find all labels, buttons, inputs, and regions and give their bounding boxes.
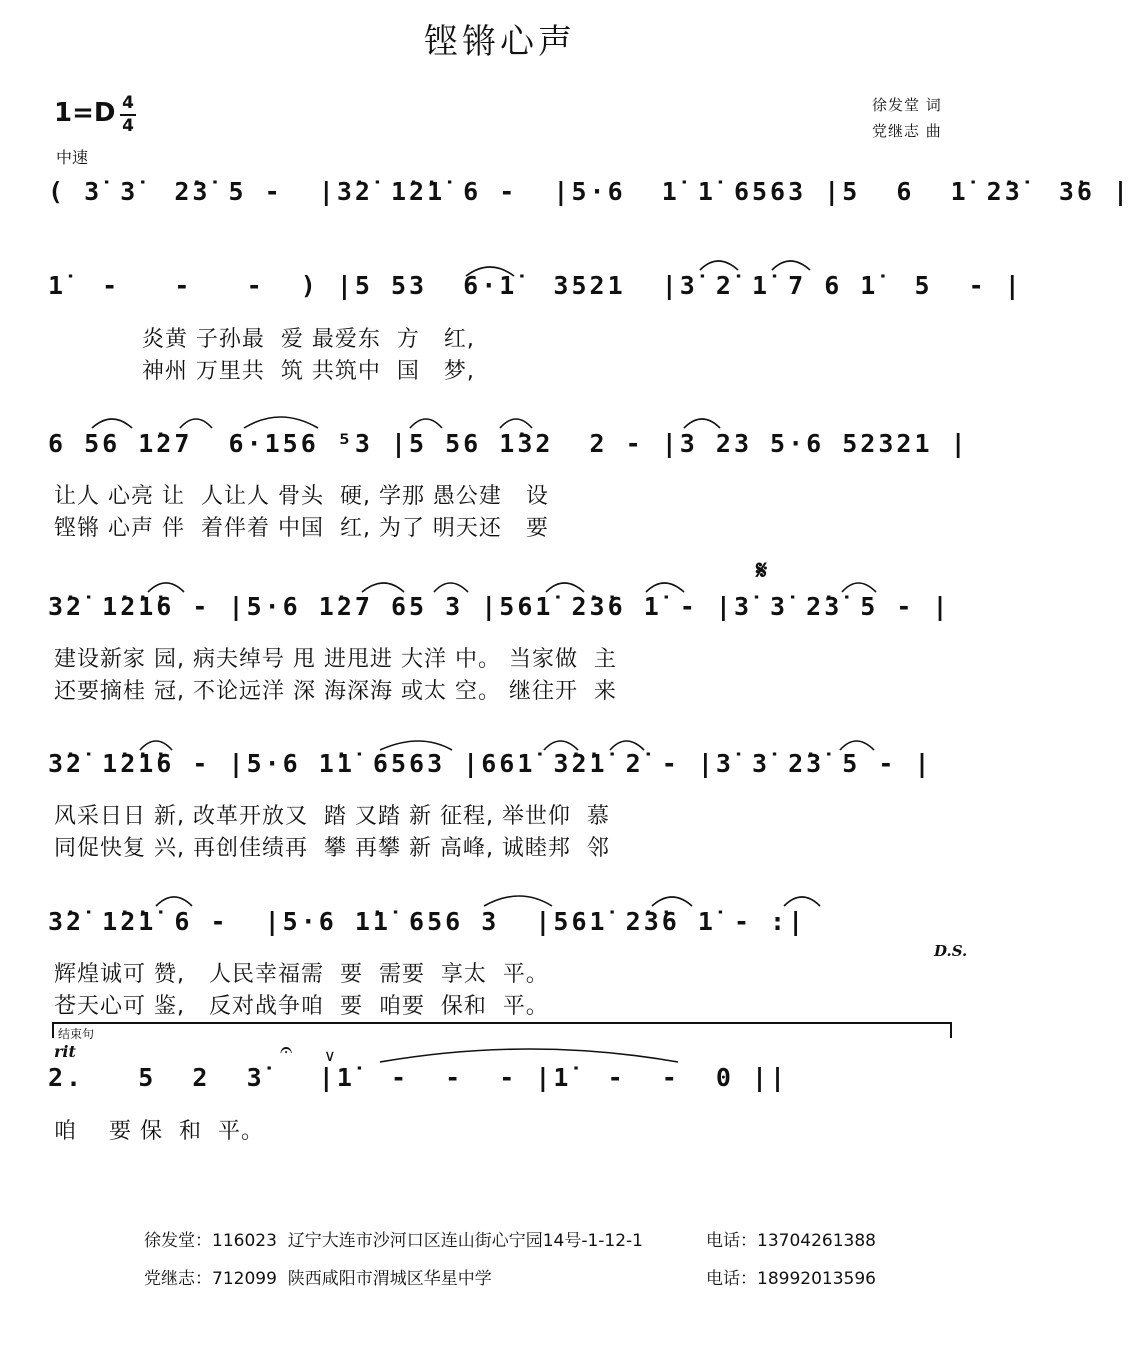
breath-mark-icon: ∨ (324, 1046, 336, 1065)
lyricist-credit: 徐发堂 词 (872, 96, 942, 114)
key-signature: 1=D (54, 98, 116, 128)
fermata-icon: 𝄐 (280, 1038, 293, 1063)
notation-line-4: 3̇2̇ 1̇2̇1̇6 - |5·6 1̇27 65 3 |561̇ 2̇3̇6 1̇ - |3̇ 3̇ 2̇3̇ 5 - | (48, 592, 951, 621)
notation-line-3: 6 56 1̇27 6·156 ⁵3 |5 56 1̇32 2 - |3 23 5·6 52321 | (48, 429, 969, 458)
notation-line-5: 3̇2̇ 1̇2̇1̇6 - |5·6 1̇1̇ 6563 |661̇ 3̇2̇1̇ 2̇ - |3̇ 3̇ 2̇3̇ 5 - | (48, 749, 933, 778)
notation-ending: 2. 5 2 3̇ |1̇ - - - |1̇ - - 0 || (48, 1063, 789, 1092)
lyric-line-6-verse-2: 苍天心可 鉴, 反对战争咱 要 咱要 保和 平。 (54, 994, 549, 1019)
song-title: 铿锵心声 (424, 22, 576, 62)
segno-sign: 𝄋 (756, 556, 768, 586)
lyric-line-3-verse-2: 铿锵 心声 伴 着伴着 中国 红, 为了 明天还 要 (54, 516, 549, 541)
ritardando-mark: rit (54, 1042, 76, 1061)
composer-credit: 党继志 曲 (872, 122, 942, 140)
lyric-line-4-verse-2: 还要摘桂 冠, 不论远洋 深 海深海 或太 空。 继往开 来 (54, 679, 617, 704)
contact-lyricist-phone: 电话：13704261388 (706, 1231, 876, 1251)
time-signature (118, 94, 138, 136)
notation-line-2: 1̇ - - - ) |5 53 6·1̇ 3521 |3̇ 2̇ 1̇ 7 6 1̇ 5 - | (48, 271, 1023, 300)
lyric-line-2-verse-1: 炎黄 子孙最 爱 最爱东 方 红, (54, 327, 475, 352)
contact-lyricist: 徐发堂：116023 辽宁大连市沙河口区连山街心宁园14号-1-12-1 (144, 1231, 644, 1251)
tempo-marking: 中速 (56, 148, 89, 167)
ending-label: 结束句 (58, 1027, 95, 1041)
lyric-line-6-verse-1: 辉煌诚可 赞, 人民幸福需 要 需要 享太 平。 (54, 962, 549, 987)
lyric-line-5-verse-2: 同促快复 兴, 再创佳绩再 攀 再攀 新 高峰, 诚睦邦 邻 (54, 836, 610, 861)
lyric-line-4-verse-1: 建设新家 园, 病夫绰号 甩 进甩进 大洋 中。 当家做 主 (54, 647, 617, 672)
time-signature-top: 4 (122, 93, 134, 113)
notation-line-1: ( 3̇ 3̇ 2̇3̇ 5 - |3̇2̇ 1̇2̇1̇ 6 - |5·6 1̇ 1̇ 6563 |5 6 1̇ 2̇3̇ 3̇6 | (48, 177, 1131, 206)
notation-line-6: 3̇2̇ 1̇2̇1̇ 6 - |5·6 1̇1̇ 656 3 |561̇ 2̇3̇6 1̇ - :| (48, 907, 807, 936)
lyric-line-3-verse-1: 让人 心亮 让 人让人 骨头 硬, 学那 愚公建 设 (54, 484, 549, 509)
ending-bracket (52, 1022, 952, 1038)
lyric-line-2-verse-2: 神州 万里共 筑 共筑中 国 梦, (54, 359, 475, 384)
time-signature-bottom: 4 (122, 116, 134, 136)
lyric-line-5-verse-1: 风采日日 新, 改革开放又 踏 又踏 新 征程, 举世仰 慕 (54, 804, 610, 829)
contact-composer-phone: 电话：18992013596 (706, 1269, 876, 1289)
lyric-ending: 咱 要 保 和 平。 (54, 1119, 264, 1144)
contact-composer: 党继志：712099 陕西咸阳市渭城区华星中学 (144, 1269, 492, 1289)
ds-marker: D.S. (934, 942, 968, 960)
